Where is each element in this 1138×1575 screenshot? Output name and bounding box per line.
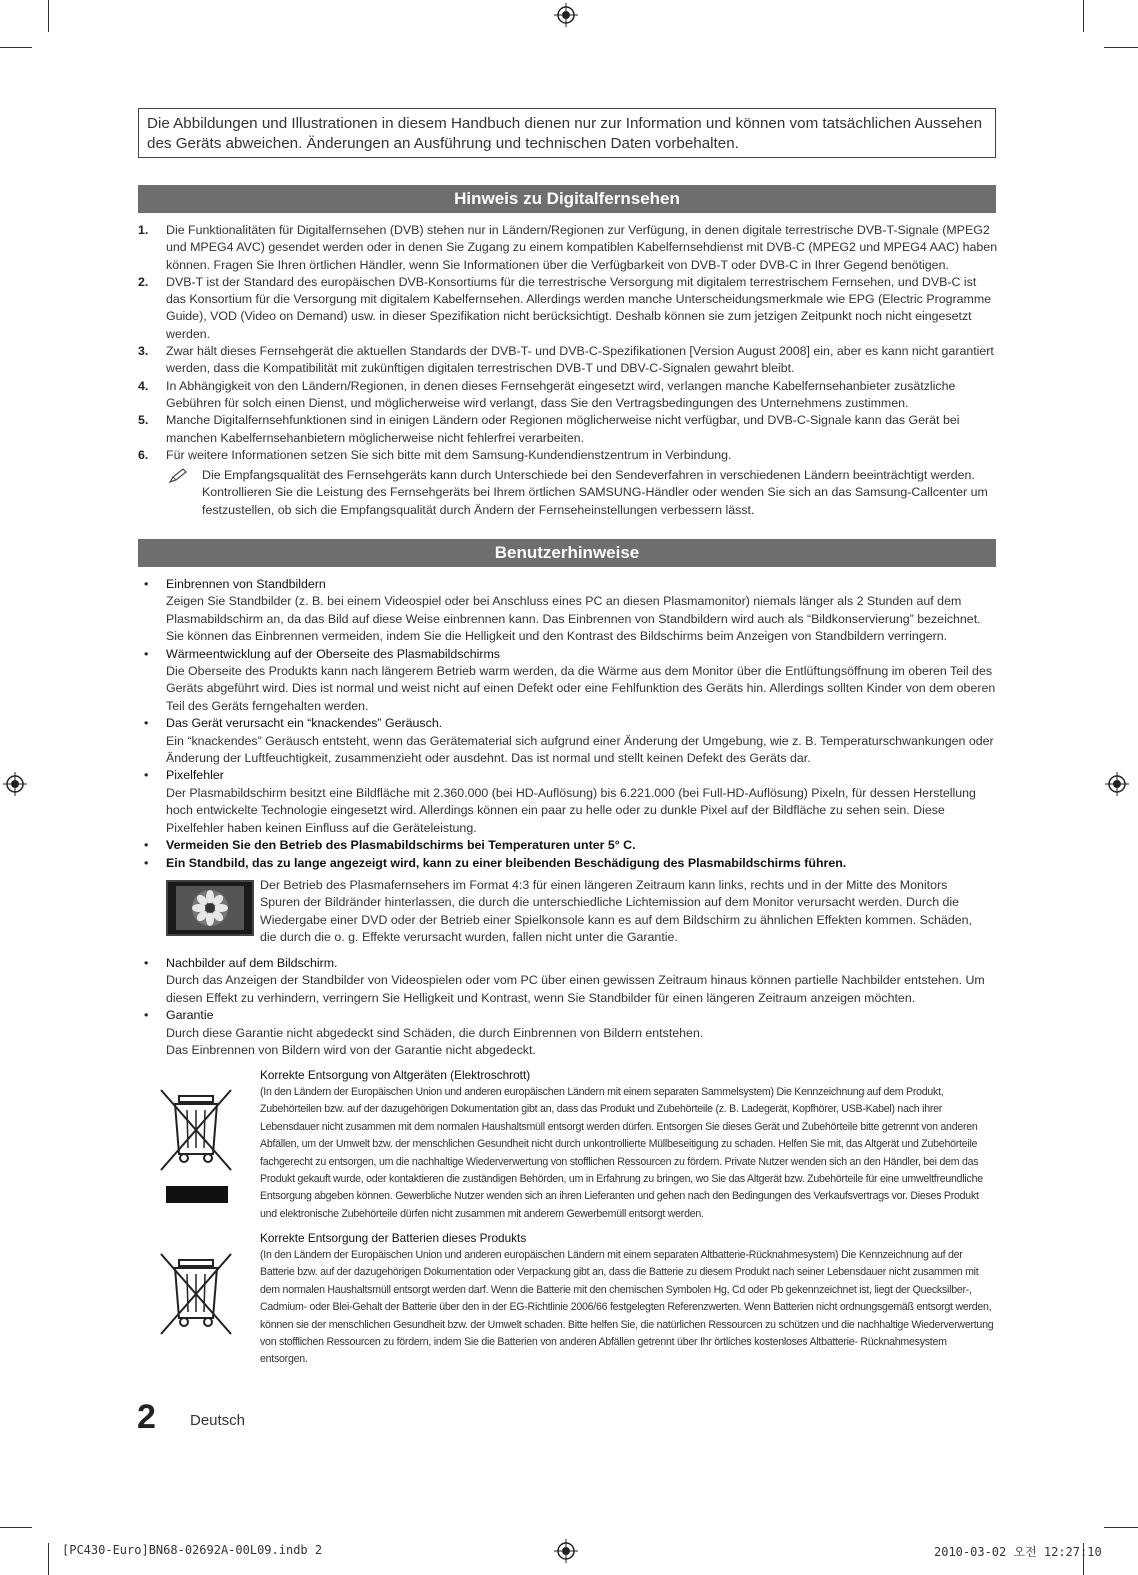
item-number: 2. <box>138 274 149 289</box>
bullet-icon: • <box>144 855 149 870</box>
registration-mark-icon <box>3 772 27 796</box>
registration-mark-icon <box>1105 772 1129 796</box>
item-title: Nachbilder auf dem Bildschirm. <box>166 956 338 970</box>
item-text: Zeigen Sie Standbilder (z. B. bei einem Videospiel oder bei Anschluss eines PC an diesen Plasmamonitor) niemals länger als 2 Stunden auf dem Plasmabildschirm an, da das Bild auf diese Weise einbrennen kann. Das Einbrennen von Standbildern wird auch als “Bildkonservierung” bezeichnet. Sie können das Einbrennen vermeiden, indem Sie die Helligkeit und den Kontrast des Bildschirms beim Anzeigen von Standbildern verringern. <box>166 594 981 644</box>
disclaimer-box: Die Abbildungen und Illustrationen in diesem Handbuch dienen nur zur Information und können vom tatsächlichen Aussehen des Geräts abweichen. Änderungen an Ausführung und technischen Daten vorbehalten. <box>138 108 996 158</box>
list-item <box>138 222 998 274</box>
section-header-user: Benutzerhinweise <box>138 539 996 567</box>
item-text: DVB-T ist der Standard des europäischen DVB-Konsortiums für die terrestrische Versorgung mit digitalem terrestrischem Fernsehen, und DVB-C ist das Konsortium für die Versorgung mit digitalem Kabelfernsehen. Allerdings werden manche Unterscheidungsmerkmale wie EPG (Electric Programme Guide), VOD (Video on Demand) usw. in dieser Spezifikation nicht berücksichtigt. Deshalb können sie zum jetzigen Zeitpunkt noch nicht eingesetzt werden. <box>166 274 992 341</box>
bullet-icon: • <box>144 838 149 853</box>
item-text: Für weitere Informationen setzen Sie sich bitte mit dem Samsung-Kundendienstzentrum in Verbindung. <box>166 447 732 462</box>
item-number: 6. <box>138 447 149 462</box>
black-bar-symbol <box>166 1186 228 1203</box>
list-item <box>138 955 998 1007</box>
pencil-note-icon <box>168 468 188 484</box>
crossed-bin-icon <box>157 1250 235 1340</box>
item-text: Manche Digitalfernsehfunktionen sind in einigen Ländern oder Regionen möglicherweise nicht verfügbar, und DVB-C-Signale kann das Gerät bei manchen Kabelfernsehanbietern möglicherweise nicht fehlerfrei verarbeiten. <box>166 413 960 445</box>
warning-text: Vermeiden Sie den Betrieb des Plasmabildschirms bei Temperaturen unter 5° C. <box>166 838 636 853</box>
item-text: Das Einbrennen von Bildern wird von der Garantie nicht abgedeckt. <box>166 1043 536 1058</box>
digital-notes-list <box>138 222 998 519</box>
registration-mark-icon <box>554 1539 578 1563</box>
item-text: Die Oberseite des Produkts kann nach längerem Betrieb warm werden, da die Wärme aus dem Monitor über die Entlüftungsöffnung im oberen Teil des Geräts abgeführt wird. Dies ist normal und weist nicht auf einen Defekt oder eine Fehlfunktion des Geräts hin. Allerdings sollten Kinder von dem oberen Teil des Geräts ferngehalten werden. <box>166 664 996 713</box>
item-text: Durch diese Garantie nicht abgedeckt sind Schäden, die durch Einbrennen von Bildern entstehen. <box>166 1025 704 1040</box>
registration-mark-icon <box>554 3 578 27</box>
item-title: Garantie <box>166 1008 214 1023</box>
footer-timestamp: 2010-03-02 오전 12:27:10 <box>934 1545 1102 1559</box>
list-item <box>138 576 998 646</box>
item-number: 3. <box>138 344 149 359</box>
list-item <box>138 715 998 767</box>
disposal-battery <box>260 1230 995 1369</box>
item-number: 4. <box>138 378 149 393</box>
item-number: 5. <box>138 413 149 428</box>
list-item <box>138 378 998 413</box>
disposal-text: (In den Ländern der Europäischen Union und anderen europäischen Ländern mit einem separaten Sammelsystem) Die Kennzeichnung auf dem Produkt, Zubehörteilen bzw. auf der dazugehörigen Dokumentation gibt an, dass das Produkt und Zubehörteile (z. B. Ladegerät, Kopfhörer, USB-Kabel) nach ihrer Lebensdauer nicht zusammen mit dem normalen Haushaltsmüll entsorgt werden dürfen. Entsorgen Sie dieses Gerät und Zubehörteile bitte getrennt von anderen Abfällen, um der Umwelt bzw. der menschlichen Gesundheit nicht durch unkontrollierte Müllbeseitigung zu schaden. Helfen Sie mit, das Altgerät und Zubehörteile fachgerecht zu entsorgen, um die nachhaltige Wiederverwertung von stofflichen Ressourcen zu fördern. Private Nutzer wenden sich an den Händler, bei dem das Produkt gekauft wurde, oder kontaktieren die zuständigen Behörden, um in Erfahrung zu bringen, wo Sie das Altgerät bzw. Zubehörteile für eine umweltfreundliche Entsorgung abgeben können. Gewerbliche Nutzer wenden sich an ihren Lieferanten und gehen nach den Bedingungen des Verkaufsvertrags vor. Dieses Produkt und elektronische Zubehörteile dürfen nicht zusammen mit anderem Gewerbemüll entsorgt werden. <box>260 1086 983 1220</box>
note-text: Die Empfangsqualität des Fernsehgeräts kann durch Unterschiede bei den Sendeverfahren in verschiedenen Ländern beeinträchtigt werden. Kontrollieren Sie die Leistung des Fernsehgeräts bei Ihrem örtlichen SAMSUNG-Händler oder wenden Sie sich an das Samsung-Callcenter um festzustellen, ob sich die Empfangsqualität durch Ändern der Fernseheinstellungen verbessern lässt. <box>202 468 988 517</box>
crop-mark <box>48 1543 49 1575</box>
list-item <box>138 855 998 872</box>
bullet-icon: • <box>144 1008 149 1023</box>
item-text: Der Plasmabildschirm besitzt eine Bildfläche mit 2.360.000 (bei HD-Auflösung) bis 6.221.000 (bei Full-HD-Auflösung) Pixeln, für dessen Herstellung hoch entwickelte Technologie eingesetzt wird. Allerdings können ein paar zu helle oder zu dunkle Pixel auf der Bildfläche zu sehen sein. Diese Pixelfehler haben keinen Einfluss auf die Geräteleistung. <box>166 785 976 835</box>
list-item <box>138 837 998 854</box>
crop-mark <box>0 1527 32 1528</box>
page-language: Deutsch <box>190 1412 246 1429</box>
bullet-icon: • <box>144 956 149 970</box>
battery-title: Korrekte Entsorgung der Batterien dieses Produkts <box>260 1231 527 1245</box>
item-text: In Abhängigkeit von den Ländern/Regionen, in denen dieses Fernsehgerät eingesetzt wird, verlangen manche Kabelfernsehanbieter zusätzliche Gebühren für solch einen Dienst, und möglicherweise wird verlangt, dass Sie den Vertragsbedingungen des Unternehmens zustimmen. <box>166 378 956 410</box>
crop-mark <box>1104 47 1138 48</box>
item-text: Die Funktionalitäten für Digitalfernsehen (DVB) stehen nur in Ländern/Regionen zur Verfügung, in denen digitale terrestrische DVB-T-Signale (MPEG2 und MPEG4 AVC) gesendet werden oder in denen Sie Zugang zu einem kompatiblen Kabelfernsehdienst mit DVB-C (MPEG2 und MPEG4 AAC) haben können. Fragen Sie Ihren örtlichen Händler, wenn Sie Informationen über die Verfügbarkeit von DVB-T oder DVB-C in Ihrer Gegend benötigen. <box>166 223 998 272</box>
item-number: 1. <box>138 223 149 237</box>
list-item <box>138 447 998 464</box>
crop-mark <box>1104 1527 1138 1528</box>
list-item <box>138 1007 998 1059</box>
item-title: Wärmeentwicklung auf der Oberseite des Plasmabildschirms <box>166 646 500 661</box>
note <box>138 467 998 519</box>
battery-text: (In den Ländern der Europäischen Union und anderen europäischen Ländern mit einem separaten Altbatterie-Rücknahmesystem) Die Kennzeichnung auf der Batterie bzw. auf der dazugehörigen Dokumentation oder Verpackung gibt an, dass die Batterie zu diesem Produkt nach seiner Lebensdauer nicht zusammen mit dem normalen Haushaltsmüll entsorgt werden darf. Wenn die Batterie mit den chemischen Symbolen Hg, Cd oder Pb gekennzeichnet ist, liegt der Quecksilber-, Cadmium- oder Blei-Gehalt der Batterie über den in der EG-Richtlinie 2006/66 festgelegten Referenzwerten. Wenn Batterien nicht ordnungsgemäß entsorgt werden, können sie der menschlichen Gesundheit bzw. der Umwelt schaden. Bitte helfen Sie, die natürlichen Ressourcen zu schützen und die nachhaltige Wiederverwertung von stofflichen Ressourcen zu fördern, indem Sie die Batterien von anderen Abfällen getrennt über Ihr örtliches kostenloses Altbatterie- Rücknahmesystem entsorgen. <box>260 1249 994 1366</box>
screen-burn-in-image <box>166 880 254 936</box>
list-item <box>138 412 998 447</box>
item-title: Pixelfehler <box>166 768 224 783</box>
image-caption: Der Betrieb des Plasmafernsehers im Format 4:3 für einen längeren Zeitraum kann links, rechts und in der Mitte des Monitors Spuren der Bildränder hinterlassen, die durch die unterschiedliche Lichtemission auf dem Monitor verursacht werden. Durch die Wiedergabe einer DVD oder der Betrieb einer Spielkonsole kann es auf dem Bildschirm zu ähnlichen Effekten kommen. Schäden, die durch die o. g. Effekte verursacht wurden, fallen nicht unter die Garantie. <box>260 878 972 945</box>
item-title: Einbrennen von Standbildern <box>166 577 326 591</box>
list-item <box>138 343 998 378</box>
list-item <box>138 767 998 837</box>
bullet-icon: • <box>144 577 149 591</box>
section-header-digital: Hinweis zu Digitalfernsehen <box>138 185 996 213</box>
bullet-icon: • <box>144 768 149 783</box>
bullet-icon: • <box>144 646 149 661</box>
bullet-icon: • <box>144 716 149 731</box>
page-number: 2 <box>137 1398 156 1436</box>
crop-mark <box>48 0 49 32</box>
list-item <box>138 646 998 716</box>
item-text: Durch das Anzeigen der Standbilder von Videospielen oder vom PC über einen gewissen Zeitraum hinaus können partielle Nachbilder entstehen. Um diesen Effekt zu verhindern, verringern Sie Helligkeit und Kontrast, wenn Sie Standbilder für einen längeren Zeitraum anzeigen möchten. <box>166 973 985 1005</box>
item-text: Ein “knackendes” Geräusch entsteht, wenn das Gerätematerial sich aufgrund einer Änderung der Umgebung, wie z. B. Temperaturschwankungen oder Änderung der Luftfeuchtigkeit, zusammenzieht oder ausdehnt. Das ist normal und stellt keinen Defekt des Geräts dar. <box>166 733 994 766</box>
crop-mark <box>1083 0 1084 32</box>
disposal-title: Korrekte Entsorgung von Altgeräten (Elektroschrott) <box>260 1068 531 1082</box>
crossed-bin-icon <box>157 1086 235 1176</box>
user-notes-list-2 <box>138 955 998 1059</box>
disposal-weee <box>260 1067 995 1223</box>
footer-file-info: [PC430-Euro]BN68-02692A-00L09.indb 2 <box>62 1543 323 1557</box>
item-title: Das Gerät verursacht ein “knackendes” Geräusch. <box>166 716 443 731</box>
list-item <box>138 274 998 343</box>
item-text: Zwar hält dieses Fernsehgerät die aktuellen Standards der DVB-T- und DVB-C-Spezifikationen [Version August 2008] ein, aber es kann nicht garantiert werden, dass die Kompatibilität mit zukünftigen digitalen terrestrischen DVB-T und DBV-C-Signalen gewahrt bleibt. <box>166 344 994 376</box>
warning-text: Ein Standbild, das zu lange angezeigt wird, kann zu einer bleibenden Beschädigung des Plasmabildschirms führen. <box>166 855 847 870</box>
user-notes-list <box>138 576 998 872</box>
crop-mark <box>0 47 32 48</box>
